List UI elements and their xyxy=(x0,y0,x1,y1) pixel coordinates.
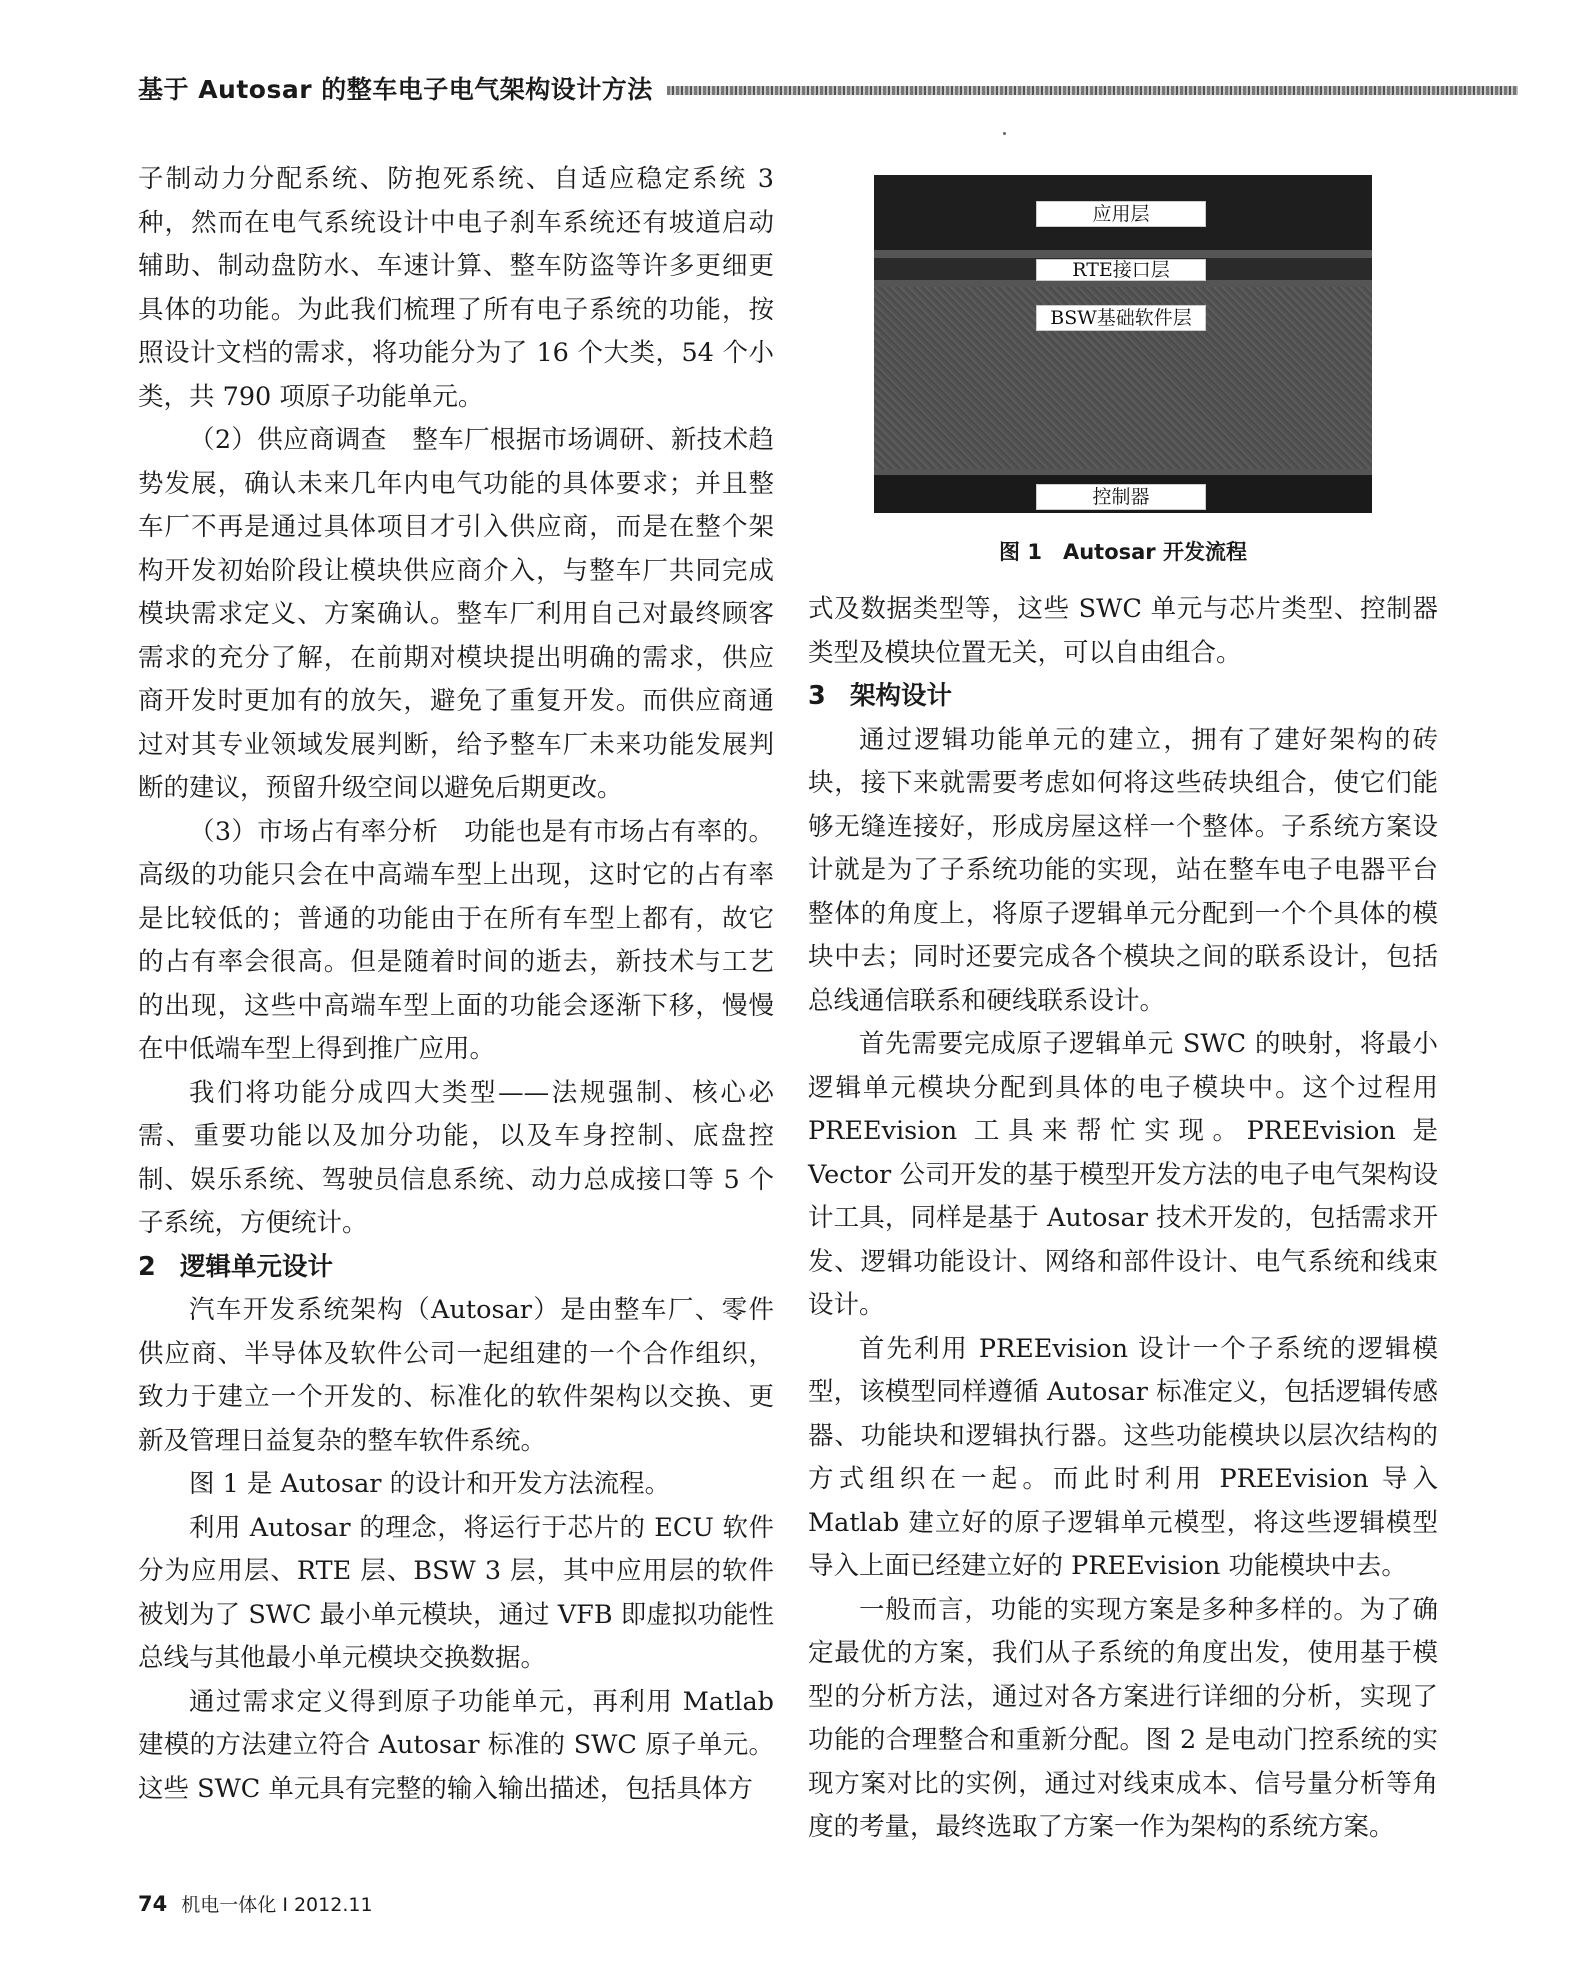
section-heading-2 xyxy=(138,1246,774,1290)
running-header xyxy=(138,68,1518,108)
rte-layer-label: RTE接口层 xyxy=(1036,259,1206,281)
paragraph: 式及数据类型等，这些 SWC 单元与芯片类型、控制器类型及模块位置无关，可以自由组合。 xyxy=(808,594,1438,668)
section-heading-3 xyxy=(808,675,1438,719)
controller-layer-label: 控制器 xyxy=(1036,484,1206,510)
page-number: 74 xyxy=(138,1892,168,1916)
figure-1-autosar-layers xyxy=(874,175,1372,513)
section-number: 3 xyxy=(808,681,826,711)
paragraph: 一般而言，功能的实现方案是多种多样的。为了确定最优的方案，我们从子系统的角度出发，使用基于模型的分析方法，通过对各方案进行详细的分析，实现了功能的合理整合和重新分配。图 2 是电动门控系统的实现方案对比的实例，通过对线束成本、信号量分析等角度的考量，最终选取了方案一作为架构的系统方案。 xyxy=(808,1594,1438,1842)
figure-caption: 图 1 Autosar 开发流程 xyxy=(999,540,1247,564)
right-column xyxy=(808,588,1438,1850)
paragraph: 通过需求定义得到原子功能单元，再利用 Matlab 建模的方法建立符合 Autosar 标准的 SWC 原子单元。这些 SWC 单元具有完整的输入输出描述，包括具体方 xyxy=(138,1686,774,1804)
paragraph: 图 1 是 Autosar 的设计和开发方法流程。 xyxy=(189,1469,671,1499)
section-number: 2 xyxy=(138,1251,156,1282)
running-header-title: 基于 Autosar 的整车电子电气架构设计方法 xyxy=(138,75,653,104)
section-title: 架构设计 xyxy=(850,681,953,711)
application-layer-label: 应用层 xyxy=(1036,201,1206,227)
paragraph: 我们将功能分成四大类型——法规强制、核心必需、重要功能以及加分功能，以及车身控制、底盘控制、娱乐系统、驾驶员信息系统、动力总成接口等 5 个子系统，方便统计。 xyxy=(138,1077,774,1238)
paragraph: 首先需要完成原子逻辑单元 SWC 的映射，将最小逻辑单元模块分配到具体的电子模块中。这个过程用 PREEvision 工具来帮忙实现。PREEvision 是 Vector 公司开发的基于模型开发方法的电子电气架构设计工具，同样是基于 Autosar 技术开发的，包括需求开发、逻辑功能设计、网络和部件设计、电气系统和线束设计。 xyxy=(808,1029,1438,1320)
bsw-layer-label: BSW基础软件层 xyxy=(1036,305,1206,331)
speck xyxy=(1003,132,1006,135)
section-title: 逻辑单元设计 xyxy=(180,1251,334,1282)
paragraph: （3）市场占有率分析 功能也是有市场占有率的。高级的功能只会在中高端车型上出现，这时它的占有率是比较低的；普通的功能由于在所有车型上都有，故它的占有率会很高。但是随着时间的逝去，新技术与工艺的出现，这些中高端车型上面的功能会逐渐下移，慢慢在中低端车型上得到推广应用。 xyxy=(138,816,774,1064)
paragraph: （2）供应商调查 整车厂根据市场调研、新技术趋势发展，确认未来几年内电气功能的具体要求；并且整车厂不再是通过具体项目才引入供应商，而是在整个架构开发初始阶段让模块供应商介入，与整车厂共同完成模块需求定义、方案确认。整车厂利用自己对最终顾客需求的充分了解，在前期对模块提出明确的需求，供应商开发时更加有的放矢，避免了重复开发。而供应商通过对其专业领域发展判断，给予整车厂未来功能发展判断的建议，预留升级空间以避免后期更改。 xyxy=(138,425,774,803)
page-footer xyxy=(138,1890,373,1917)
left-column xyxy=(138,158,774,1811)
header-rule xyxy=(667,86,1518,95)
paragraph: 首先利用 PREEvision 设计一个子系统的逻辑模型，该模型同样遵循 Autosar 标准定义，包括逻辑传感器、功能块和逻辑执行器。这些功能模块以层次结构的方式组织在一起。而此时利用 PREEvision 导入 Matlab 建立好的原子逻辑单元模型，将这些逻辑模型导入上面已经建立好的 PREEvision 功能模块中去。 xyxy=(808,1333,1438,1581)
journal-info: 机电一体化 I 2012.11 xyxy=(181,1894,373,1916)
paragraph: 利用 Autosar 的理念，将运行于芯片的 ECU 软件分为应用层、RTE 层、BSW 3 层，其中应用层的软件被划为了 SWC 最小单元模块，通过 VFB 即虚拟功能性总线与其他最小单元模块交换数据。 xyxy=(138,1512,774,1673)
paragraph: 子制动力分配系统、防抱死系统、自适应稳定系统 3 种，然而在电气系统设计中电子刹车系统还有坡道启动辅助、制动盘防水、车速计算、整车防盗等许多更细更具体的功能。为此我们梳理了所有电子系统的功能，按照设计文档的需求，将功能分为了 16 个大类，54 个小类，共 790 项原子功能单元。 xyxy=(138,164,774,412)
paragraph: 通过逻辑功能单元的建立，拥有了建好架构的砖块，接下来就需要考虑如何将这些砖块组合，使它们能够无缝连接好，形成房屋这样一个整体。子系统方案设计就是为了子系统功能的实现，站在整车电子电器平台整体的角度上，将原子逻辑单元分配到一个个具体的模块中去；同时还要完成各个模块之间的联系设计，包括总线通信联系和硬线联系设计。 xyxy=(808,724,1438,1016)
paragraph: 汽车开发系统架构（Autosar）是由整车厂、零件供应商、半导体及软件公司一起组建的一个合作组织，致力于建立一个开发的、标准化的软件架构以交换、更新及管理日益复杂的整车软件系统。 xyxy=(138,1295,774,1456)
